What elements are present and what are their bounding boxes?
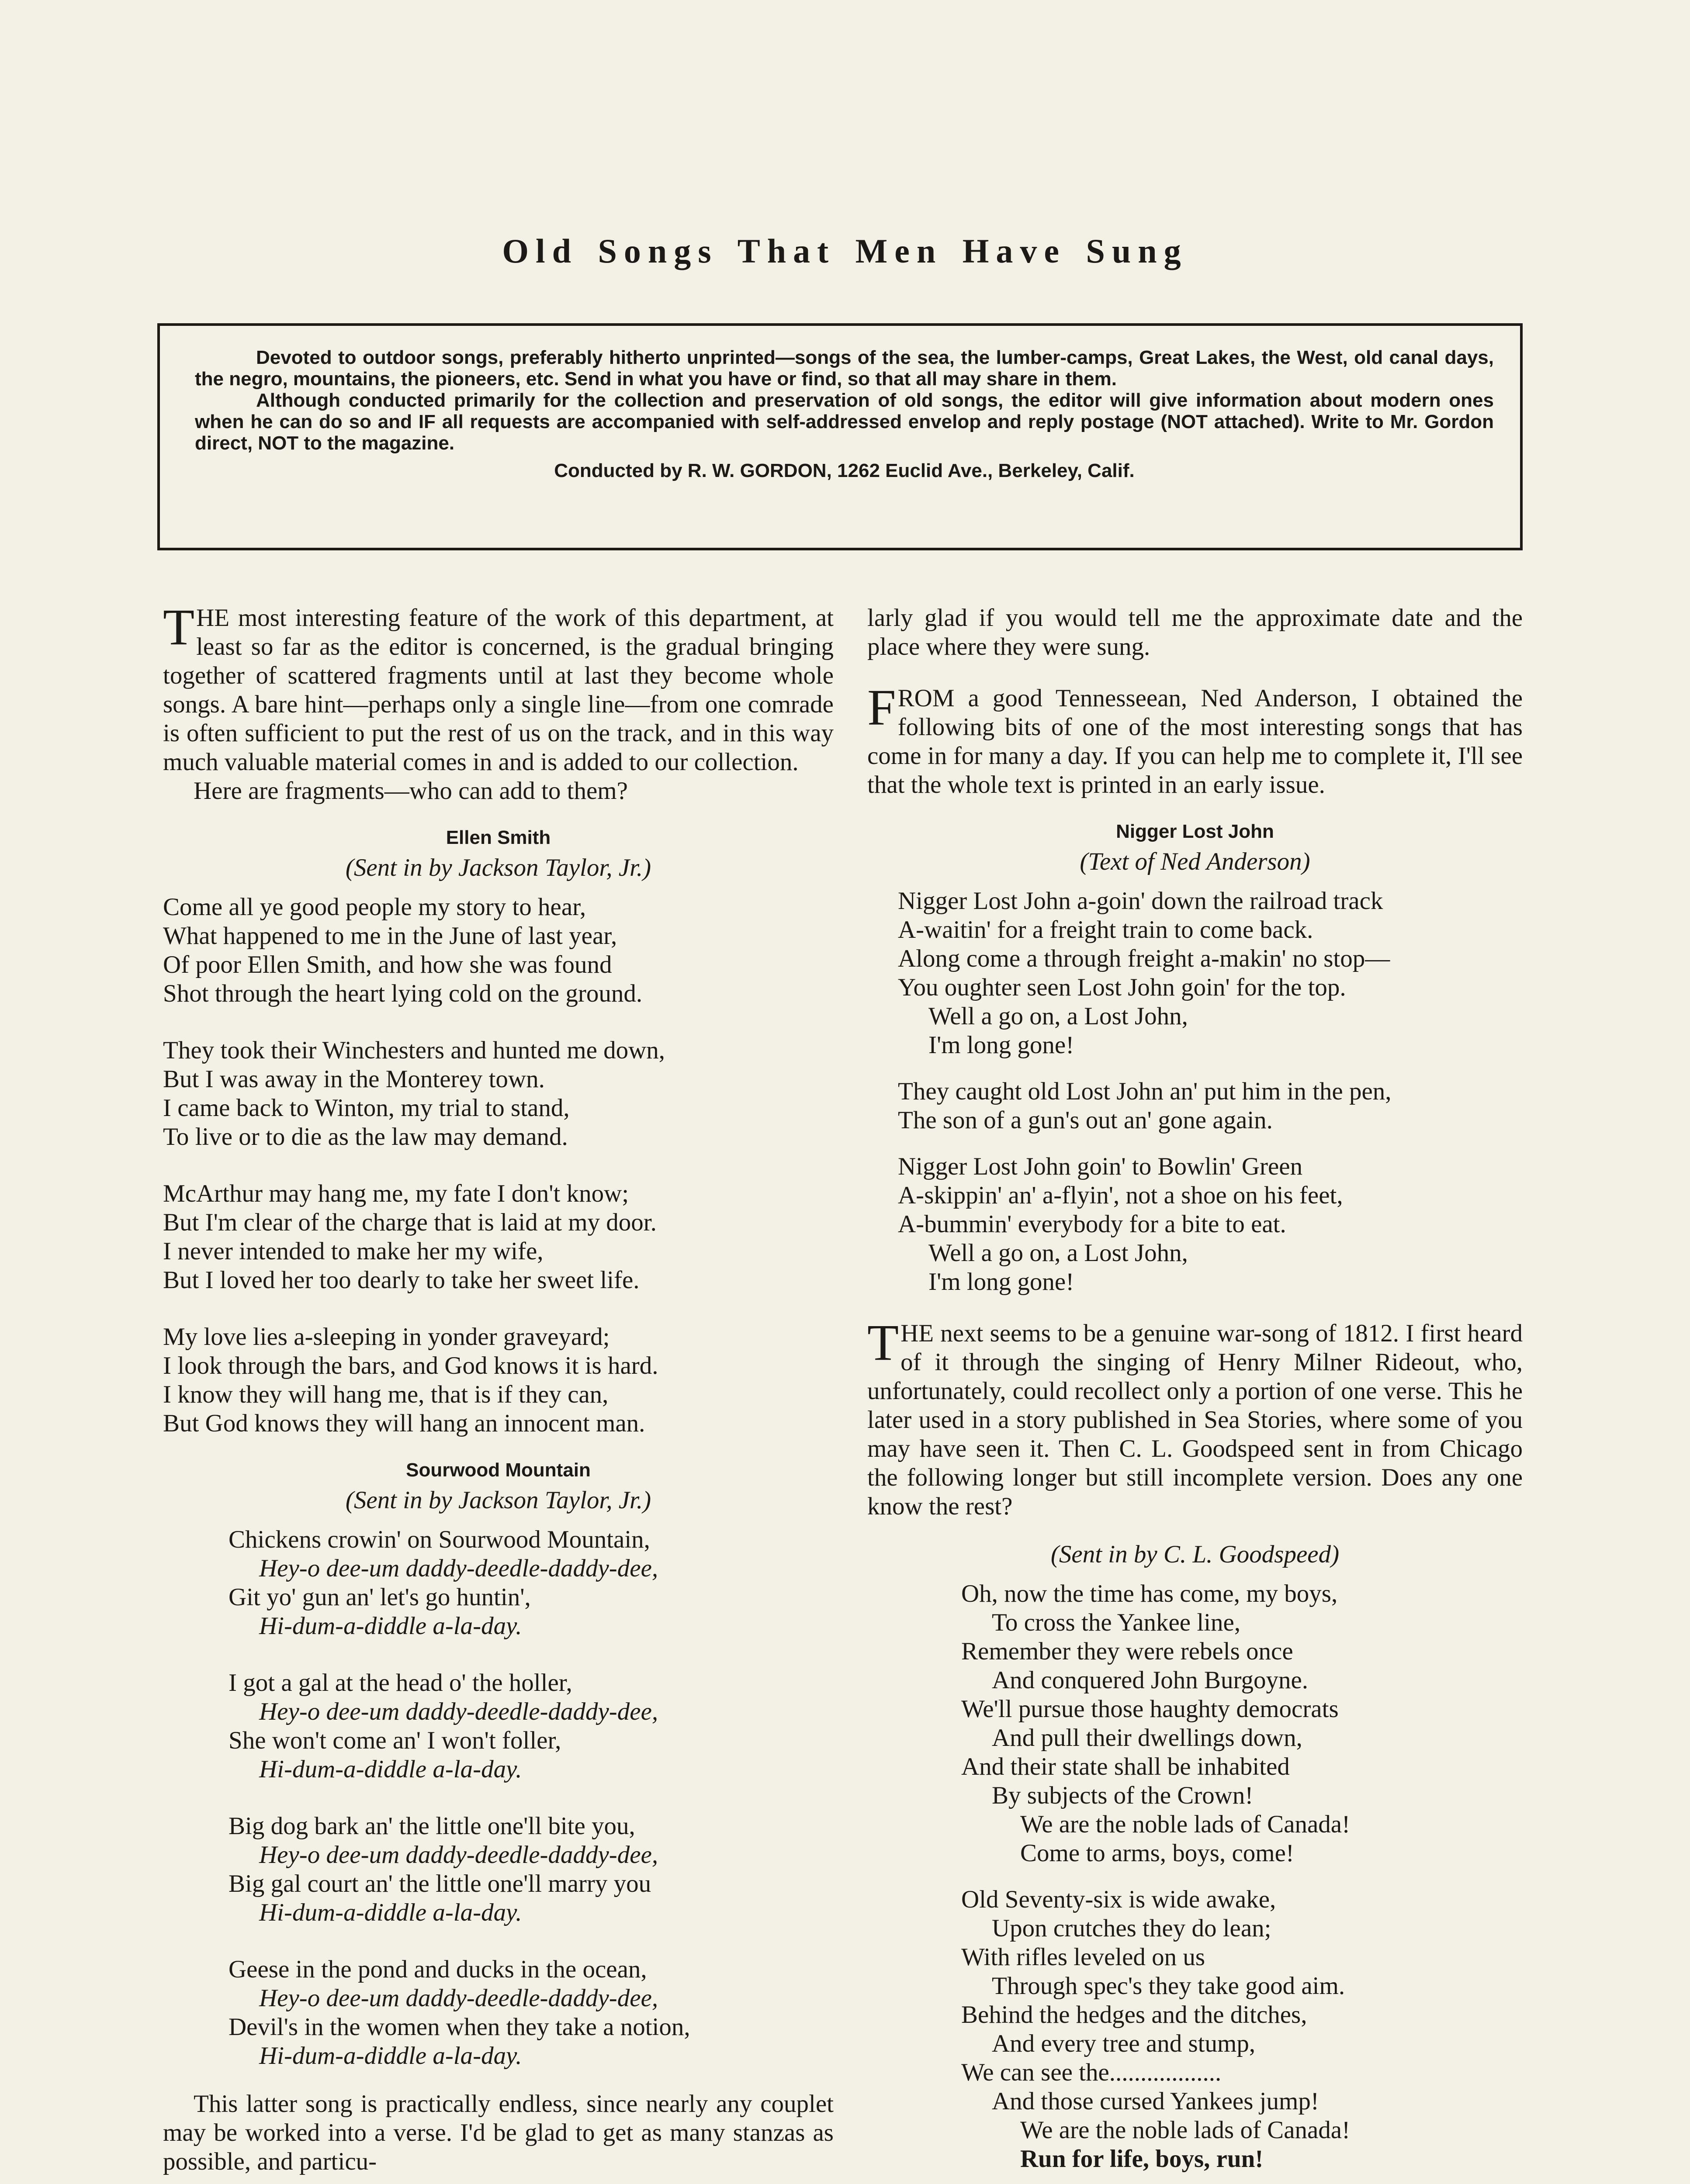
verse-line: We can see the.................. bbox=[961, 2059, 1222, 2086]
verse-line: But God knows they will hang an innocent man. bbox=[163, 1410, 645, 1437]
verse-line: Nigger Lost John goin' to Bowlin' Green bbox=[898, 1153, 1303, 1180]
anderson-intro: FROM a good Tennesseean, Ned Anderson, I obtained the following bits of one of the most interesting songs that has come in for many a day. If you can help me to complete it, I'll see that the whole text is printed in an early issue. bbox=[867, 679, 1523, 798]
department-intro-box bbox=[157, 323, 1523, 550]
verse-line: Big dog bark an' the little one'll bite you, bbox=[229, 1812, 635, 1840]
verse-line: Of poor Ellen Smith, and how she was found bbox=[163, 951, 612, 978]
verse-line: To cross the Yankee line, bbox=[992, 1609, 1241, 1636]
verse-line: They caught old Lost John an' put him in the pen, bbox=[898, 1078, 1392, 1105]
verse-line: My love lies a-sleeping in yonder graveyard; bbox=[163, 1323, 610, 1351]
verse-line: And those cursed Yankees jump! bbox=[992, 2087, 1319, 2115]
refrain-line: We are the noble lads of Canada! bbox=[1020, 1811, 1351, 1838]
verse-line: The son of a gun's out an' gone again. bbox=[898, 1106, 1273, 1134]
verse-line: Geese in the pond and ducks in the ocean, bbox=[229, 1956, 647, 1983]
verse-line: I got a gal at the head o' the holler, bbox=[229, 1669, 572, 1697]
left-column bbox=[163, 598, 834, 2176]
verse-line: And conquered John Burgoyne. bbox=[992, 1666, 1308, 1694]
sourwood-stanza bbox=[163, 1525, 834, 1641]
continuation-paragraph: larly glad if you would tell me the approximate date and the place where they were sung. bbox=[867, 604, 1523, 660]
fragments-line: Here are fragments—who can add to them? bbox=[194, 777, 628, 805]
verse-line: Along come a through freight a-makin' no stop— bbox=[898, 945, 1390, 972]
lost-john-stanza bbox=[867, 1077, 1523, 1135]
refrain-line: I'm long gone! bbox=[928, 1031, 1074, 1059]
refrain-line: Well a go on, a Lost John, bbox=[928, 1239, 1188, 1267]
verse-line: But I was away in the Monterey town. bbox=[163, 1065, 545, 1093]
verse-line: Chickens crowin' on Sourwood Mountain, bbox=[229, 1526, 650, 1553]
song-title-sourwood-mountain: Sourwood Mountain bbox=[406, 1459, 591, 1481]
song-credit-sourwood-mountain: (Sent in by Jackson Taylor, Jr.) bbox=[345, 1486, 651, 1514]
verse-line: Git yo' gun an' let's go huntin', bbox=[229, 1583, 531, 1611]
song-title-ellen-smith: Ellen Smith bbox=[446, 827, 551, 848]
verse-line: What happened to me in the June of last year, bbox=[163, 922, 617, 950]
intro-paragraph-1: Devoted to outdoor songs, preferably hitherto unprinted—songs of the sea, the lumber-camps, Great Lakes, the West, old canal days, the negro, mountains, the pioneers, etc. Send in what you have or find, so that all may share in them. bbox=[195, 347, 1494, 390]
verse-line: And pull their dwellings down, bbox=[992, 1724, 1302, 1752]
song-credit-lost-john: (Text of Ned Anderson) bbox=[1080, 848, 1310, 875]
refrain-line: Hey-o dee-um daddy-deedle-daddy-dee, bbox=[259, 1841, 658, 1869]
ellen-smith-stanza bbox=[163, 893, 834, 1008]
sourwood-stanza bbox=[163, 1955, 834, 2070]
ellen-smith-stanza bbox=[163, 1323, 834, 1438]
verse-line: A-bummin' everybody for a bite to eat. bbox=[898, 1210, 1286, 1238]
verse-line: Remember they were rebels once bbox=[961, 1638, 1293, 1665]
lost-john-stanza bbox=[867, 1152, 1523, 1296]
refrain-line: We are the noble lads of Canada! bbox=[1020, 2116, 1351, 2144]
verse-line: To live or to die as the law may demand. bbox=[163, 1123, 568, 1151]
verse-line: She won't come an' I won't foller, bbox=[229, 1727, 561, 1754]
verse-line: Oh, now the time has come, my boys, bbox=[961, 1580, 1338, 1607]
refrain-line: Hey-o dee-um daddy-deedle-daddy-dee, bbox=[259, 1555, 658, 1582]
verse-line: I never intended to make her my wife, bbox=[163, 1237, 544, 1265]
refrain-line: Hi-dum-a-diddle a-la-day. bbox=[259, 1899, 522, 1926]
ellen-smith-stanza bbox=[163, 1036, 834, 1151]
verse-line: I look through the bars, and God knows it is hard. bbox=[163, 1352, 658, 1379]
verse-line: With rifles leveled on us bbox=[961, 1943, 1205, 1971]
verse-line: Upon crutches they do lean; bbox=[992, 1914, 1271, 1942]
canada-stanza bbox=[961, 1885, 1523, 2174]
verse-line: And every tree and stump, bbox=[992, 2030, 1256, 2057]
verse-line: But I'm clear of the charge that is laid at my door. bbox=[163, 1209, 657, 1236]
refrain-line: Well a go on, a Lost John, bbox=[928, 1002, 1188, 1030]
canada-stanza bbox=[961, 1579, 1523, 1868]
refrain-line: Hey-o dee-um daddy-deedle-daddy-dee, bbox=[259, 1984, 658, 2012]
refrain-line: Hi-dum-a-diddle a-la-day. bbox=[259, 1612, 522, 1640]
verse-line: Devil's in the women when they take a notion, bbox=[229, 2013, 690, 2041]
refrain-line: Run for life, boys, run! bbox=[1020, 2145, 1264, 2173]
refrain-line: Come to arms, boys, come! bbox=[1020, 1839, 1294, 1867]
verse-line: Big gal court an' the little one'll marry you bbox=[229, 1870, 651, 1897]
verse-line: Behind the hedges and the ditches, bbox=[961, 2001, 1307, 2028]
song-credit-ellen-smith: (Sent in by Jackson Taylor, Jr.) bbox=[345, 854, 651, 881]
verse-line: I came back to Winton, my trial to stand, bbox=[163, 1094, 570, 1122]
intro-credit: Conducted by R. W. GORDON, 1262 Euclid Ave., Berkeley, Calif. bbox=[554, 460, 1135, 481]
lost-john-stanza bbox=[867, 887, 1523, 1060]
song-credit-canada: (Sent in by C. L. Goodspeed) bbox=[1050, 1541, 1340, 1568]
refrain-line: Hi-dum-a-diddle a-la-day. bbox=[259, 1755, 522, 1783]
verse-line: A-skippin' an' a-flyin', not a shoe on his feet, bbox=[898, 1182, 1343, 1209]
verse-line: I know they will hang me, that is if they can, bbox=[163, 1381, 609, 1408]
war-song-intro: THE next seems to be a genuine war-song of 1812. I first heard of it through the singing of Henry Milner Rideout, who, unfortunately, could recollect only a portion of one verse. This he later used in a story published in Sea Stories, where some of you may have seen it. Then C. L. Goodspeed sent in from Chicago the following longer but still incomplete version. Does any one know the rest? bbox=[867, 1314, 1523, 1520]
verse-line: Through spec's they take good aim. bbox=[992, 1972, 1345, 2000]
verse-line: Shot through the heart lying cold on the ground. bbox=[163, 980, 643, 1007]
verse-line: And their state shall be inhabited bbox=[961, 1753, 1290, 1780]
refrain-line: Hi-dum-a-diddle a-la-day. bbox=[259, 2042, 522, 2070]
verse-line: Nigger Lost John a-goin' down the railroad track bbox=[898, 887, 1383, 915]
page-title: Old Songs That Men Have Sung bbox=[502, 232, 1188, 270]
verse-line: A-waitin' for a freight train to come back. bbox=[898, 916, 1313, 943]
song-title-lost-john: Nigger Lost John bbox=[1116, 821, 1274, 842]
verse-line: Old Seventy-six is wide awake, bbox=[961, 1886, 1276, 1913]
refrain-line: I'm long gone! bbox=[928, 1268, 1074, 1296]
intro-paragraph-2: Although conducted primarily for the collection and preservation of old songs, the editor will give information about modern ones when he can do so and IF all requests are accompanied with self-addressed envelop and reply postage (NOT attached). Write to Mr. Gordon direct, NOT to the magazine. bbox=[195, 390, 1494, 454]
verse-line: We'll pursue those haughty democrats bbox=[961, 1695, 1339, 1723]
verse-line: By subjects of the Crown! bbox=[992, 1782, 1254, 1809]
verse-line: You oughter seen Lost John goin' for the top. bbox=[898, 974, 1346, 1001]
verse-line: They took their Winchesters and hunted me down, bbox=[163, 1037, 665, 1064]
right-column bbox=[867, 604, 1523, 2174]
verse-line: But I loved her too dearly to take her sweet life. bbox=[163, 1266, 640, 1294]
ellen-smith-stanza bbox=[163, 1179, 834, 1295]
sourwood-stanza bbox=[163, 1669, 834, 1784]
article-intro: THE most interesting feature of the work of this department, at least so far as the editor is concerned, is the gradual bringing together of scattered fragments until at last they become whole songs. A bare hint—perhaps only a single line—from one comrade is often sufficient to put the rest of us on the track, and in this way much valuable material comes in and is added to our collection. bbox=[163, 598, 834, 776]
verse-line: McArthur may hang me, my fate I don't know; bbox=[163, 1180, 629, 1207]
closing-paragraph: This latter song is practically endless, since nearly any couplet may be worked into a verse. I'd be glad to get as many stanzas as possible, and particu- bbox=[163, 2090, 834, 2175]
verse-line: Come all ye good people my story to hear, bbox=[163, 893, 586, 921]
sourwood-stanza bbox=[163, 1812, 834, 1927]
refrain-line: Hey-o dee-um daddy-deedle-daddy-dee, bbox=[259, 1698, 658, 1725]
